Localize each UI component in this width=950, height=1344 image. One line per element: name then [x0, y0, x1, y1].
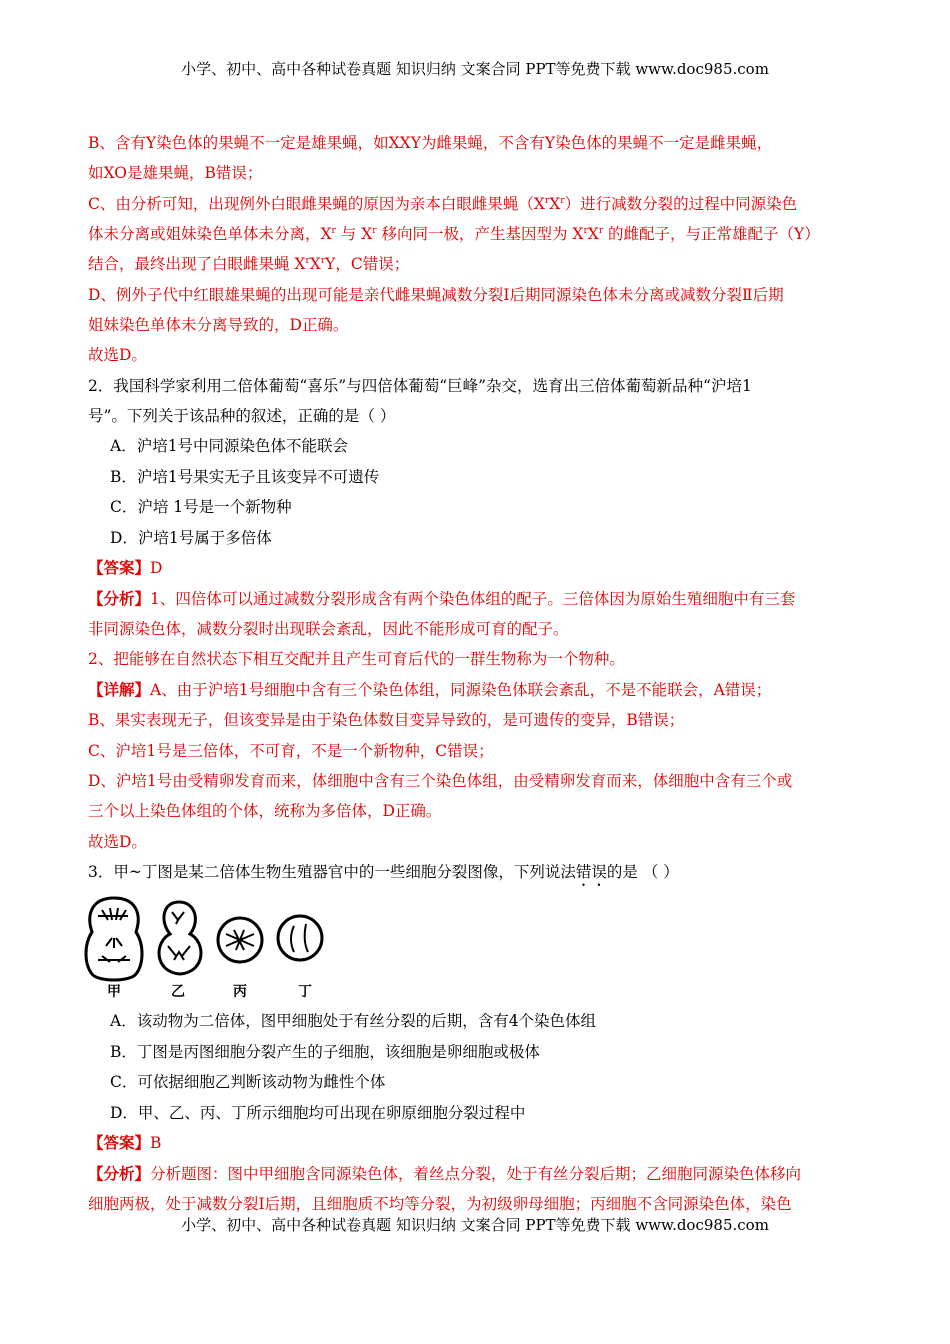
q2-detail-d-line2: 三个以上染色体组的个体，统称为多倍体，D正确。 — [88, 802, 442, 820]
q2-detail-c: C、沪培1号是三倍体，不可育，不是一个新物种，C错误； — [88, 742, 494, 760]
q2-conclusion: 故选D。 — [88, 833, 147, 851]
answer-value: D — [150, 559, 163, 577]
chromosomes-bing — [226, 930, 254, 950]
chromosomes-jia — [98, 908, 130, 962]
page-header: 小学、初中、高中各种试卷真题 知识归纳 文案合同 PPT等免费下载 www.doc985.com — [181, 60, 769, 78]
q1-conclusion: 故选D。 — [88, 346, 147, 364]
q2-option-d: D．沪培1号属于多倍体 — [110, 529, 272, 547]
cell-ding-outline — [278, 916, 322, 960]
q2-stem-line2: 号”。下列关于该品种的叙述，正确的是（ ） — [88, 407, 396, 425]
q3-option-c: C．可依据细胞乙判断该动物为雌性个体 — [110, 1073, 386, 1091]
q3-stem: 3．甲~丁图是某二倍体生物生殖器官中的一些细胞分裂图像，下列说法错误的是 （ ） — [88, 863, 679, 881]
answer-tag: 【答案】 — [88, 558, 151, 577]
q2-analysis-line1: 【分析】1、四倍体可以通过减数分裂形成含有两个染色体组的配子。三倍体因为原始生殖细胞中有三套 — [88, 589, 796, 608]
q1-option-c-line3: 结合，最终出现了白眼雌果蝇 $X^rX^rY$，C错误； — [88, 255, 410, 273]
analysis-tag: 【分析】 — [88, 589, 151, 608]
q3-option-d: D．甲、乙、丙、丁所示细胞均可出现在卵原细胞分裂过程中 — [110, 1104, 526, 1122]
q3-analysis-line1: 【分析】分析题图：图中甲细胞含同源染色体，着丝点分裂，处于有丝分裂后期；乙细胞同源染色体移向 — [88, 1164, 802, 1183]
figure-label-ding: 丁 — [298, 984, 312, 1000]
q1-option-b-line1: B、含有Y染色体的果蝇不一定是雄果蝇，如XXY为雌果蝇，不含有Y染色体的果蝇不一定是雌果蝇， — [88, 134, 773, 152]
q2-detail-b: B、果实表现无子，但该变异是由于染色体数目变异导致的，是可遗传的变异，B错误； — [88, 711, 685, 729]
chromosomes-yi — [168, 912, 190, 960]
answer-tag: 【答案】 — [88, 1133, 151, 1152]
q2-analysis-line3: 2、把能够在自然状态下相互交配并且产生可育后代的一群生物称为一个物种。 — [88, 650, 625, 668]
detail-tag: 【详解】 — [88, 680, 151, 699]
q2-answer — [88, 558, 162, 578]
q2-analysis-line2: 非同源染色体，减数分裂时出现联会紊乱，因此不能形成可育的配子。 — [88, 620, 569, 638]
q3-analysis-line2: 细胞两极，处于减数分裂Ⅰ后期，且细胞质不均等分裂，为初级卵母细胞；丙细胞不含同源染色体，染色 — [88, 1195, 792, 1213]
q1-option-c-line2: 体未分离或姐妹染色单体未分离，$X^r$ 与 $X^r$ 移向同一极，产生基因型为 $X^rX^r$ 的雌配子，与正常雄配子（Y） — [88, 225, 820, 243]
q2-stem-line1: 2．我国科学家利用二倍体葡萄“喜乐”与四倍体葡萄“巨峰”杂交，选育出三倍体葡萄新品种“沪培1 — [88, 377, 752, 395]
figure-label-yi: 乙 — [171, 984, 185, 1000]
q2-option-b: B．沪培1号果实无子且该变异不可遗传 — [110, 468, 380, 486]
figure-label-bing: 丙 — [233, 984, 247, 1000]
q2-option-c: C．沪培 1号是一个新物种 — [110, 498, 292, 516]
q1-option-c-line1: C、由分析可知，出现例外白眼雌果蝇的原因为亲本白眼雌果蝇$(X^rX^r)$进行减数分裂的过程中同源染色 — [88, 195, 798, 213]
analysis-tag: 【分析】 — [88, 1164, 151, 1183]
q2-detail-d-line1: D、沪培1号由受精卵发育而来，体细胞中含有三个染色体组，由受精卵发育而来，体细胞中含有三个或 — [88, 772, 793, 790]
q2-detail-a: 【详解】A、由于沪培1号细胞中含有三个染色体组，同源染色体联会紊乱，不是不能联会，A错误； — [88, 680, 772, 699]
q1-option-d-line1: D、例外子代中红眼雄果蝇的出现可能是亲代雌果蝇减数分裂Ⅰ后期同源染色体未分离或减数分裂Ⅱ后期 — [88, 286, 784, 304]
q3-answer — [88, 1133, 161, 1153]
q3-stem-emphasis: 错误 — [575, 863, 607, 881]
page-footer: 小学、初中、高中各种试卷真题 知识归纳 文案合同 PPT等免费下载 www.doc985.com — [181, 1216, 769, 1234]
answer-value: B — [150, 1134, 162, 1152]
q2-option-a: A．沪培1号中同源染色体不能联会 — [110, 437, 349, 455]
q3-option-a: A．该动物为二倍体，图甲细胞处于有丝分裂的后期，含有4个染色体组 — [110, 1012, 597, 1030]
chromosomes-ding — [291, 924, 308, 952]
cell-yi-outline — [159, 902, 201, 974]
q3-option-b: B．丁图是丙图细胞分裂产生的子细胞，该细胞是卵细胞或极体 — [110, 1043, 540, 1061]
q1-option-d-line2: 姐妹染色单体未分离导致的，D正确。 — [88, 316, 349, 334]
q1-option-b-line2: 如XO是雄果蝇，B错误； — [88, 164, 263, 182]
figure-label-jia: 甲 — [107, 984, 121, 1000]
